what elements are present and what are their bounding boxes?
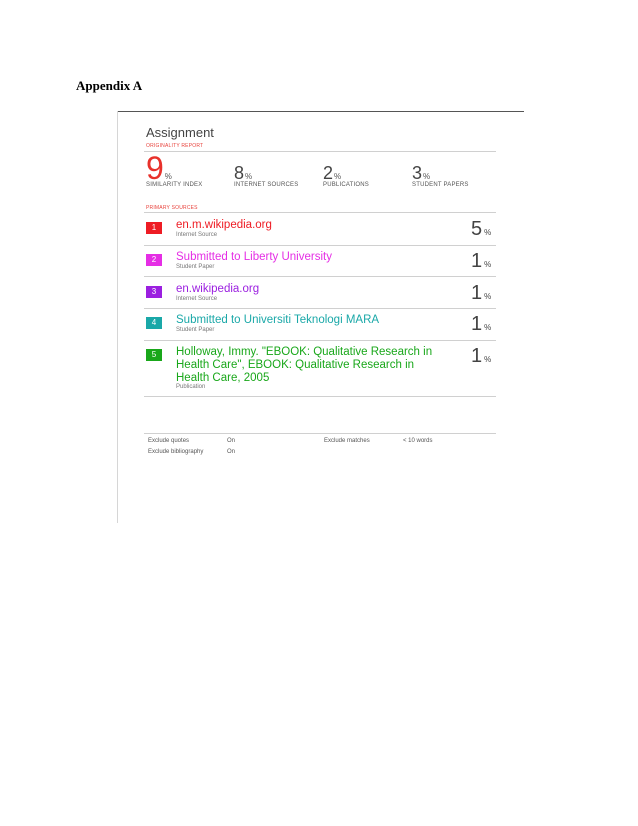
student-papers-value: 3 [412,163,423,183]
internet-sources-stat [234,163,299,188]
similarity-index-value: 9 [146,150,164,186]
source-percentage: 5 % [471,218,492,240]
publications-value: 2 [323,163,334,183]
student-papers-stat [412,163,469,188]
source-number-badge: 1 [146,222,162,234]
appendix-heading: Appendix A [76,78,143,93]
source-row [146,251,496,277]
internet-sources-label: INTERNET SOURCES [234,182,299,188]
source-number-badge: 3 [146,286,162,298]
source-percentage: 1 % [471,345,492,367]
exclude-bibliography-value: On [227,449,236,455]
source-type: Publication [176,384,206,390]
source-title: en.m.wikipedia.org [176,219,272,231]
source-number-badge: 4 [146,317,162,329]
source-type: Student Paper [176,327,215,333]
top-rule [118,111,524,112]
similarity-index-unit: % [164,172,172,181]
divider [144,276,496,277]
source-title: Holloway, Immy. "EBOOK: Qualitative Research in Health Care", EBOOK: Qualitative Research in Health Care, 2005 [176,346,433,384]
source-type: Internet Source [176,296,218,302]
source-title: Submitted to Liberty University [176,251,332,263]
divider [144,245,496,246]
source-number-badge: 2 [146,254,162,266]
publications-label: PUBLICATIONS [323,182,369,188]
similarity-index-stat [146,150,203,188]
divider [144,212,496,213]
internet-sources-value: 8 [234,163,245,183]
source-row [146,283,496,309]
source-percentage: 1 % [471,250,492,272]
source-row [146,346,496,396]
divider [144,151,496,152]
source-percentage: 1 % [471,282,492,304]
source-percentage: 1 % [471,313,492,335]
divider [144,433,496,434]
source-type: Student Paper [176,264,215,270]
originality-report [117,111,524,523]
divider [144,396,496,397]
source-title: en.wikipedia.org [176,283,260,295]
exclude-bibliography-label: Exclude bibliography [148,449,204,455]
exclude-quotes-value: On [227,438,236,444]
exclude-quotes-label: Exclude quotes [148,438,190,444]
similarity-index-label: SIMILARITY INDEX [146,182,203,188]
exclude-matches-value: < 10 words [403,438,433,444]
source-title: Submitted to Universiti Teknologi MARA [176,314,380,326]
divider [144,340,496,341]
source-number-badge: 5 [146,349,162,361]
source-type: Internet Source [176,232,218,238]
source-row [146,219,496,245]
exclude-matches-label: Exclude matches [324,438,370,444]
originality-report-label: ORIGINALITY REPORT [146,143,204,149]
source-row [146,314,496,340]
divider [144,308,496,309]
primary-sources-label: PRIMARY SOURCES [146,205,198,211]
report-title: Assignment [146,125,214,140]
student-papers-unit: % [423,172,431,181]
publications-unit: % [334,172,342,181]
publications-stat [323,163,369,188]
student-papers-label: STUDENT PAPERS [412,182,469,188]
internet-sources-unit: % [245,172,253,181]
